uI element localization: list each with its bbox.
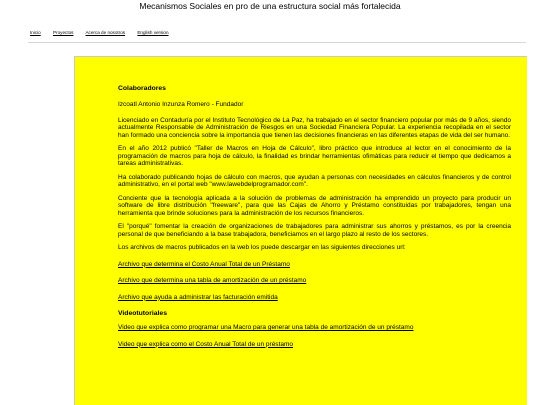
nav-link-proyectos[interactable]: Proyectos (53, 30, 74, 35)
book-paragraph: En el año 2012 publicó "Taller de Macros en Hoja de Cálculo", libro práctico que introduce al lector en el conocimiento de la programación de macros para hoja de cálculo, la finalidad es brindar herramientas ofimáticas para reducir el tiempo que dedicamos a tareas administrativas. (118, 145, 511, 167)
nav-link-inicio[interactable]: Inicio (30, 30, 41, 35)
file-link-amortizacion[interactable]: Archivo que determina una tabla de amortización de un préstamo (118, 277, 307, 284)
site-title: Mecanismos Sociales en pro de una estructura social más fortalecida (139, 1, 401, 11)
video-link-macro-amortizacion[interactable]: Video que explica como programar una Macro para generar una tabla de amortización de un préstamo (118, 324, 414, 331)
file-link-costo-anual[interactable]: Archivo que determina el Costo Anual Total de un Préstamo (118, 260, 290, 268)
nav-divider (28, 42, 526, 43)
section-heading-videotutoriales: Videotutoriales (118, 310, 167, 317)
project-paragraph: Conciente que la tecnología aplicada a la solución de problemas de administración ha emprendido un proyecto para producir un software de libre distribución "freeware", para que las Cajas de Ahorro y Préstamo constituidas por trabajadores, tengan una herramienta que brinde soluciones para la administración de los recursos financieros. (118, 194, 511, 217)
collaboration-paragraph: Ha colaborado publicando hojas de cálculo con macros, que ayudan a personas con necesidades en cálculos financieros y de control administrativo, en el portal web "www.lawebdelprogramador.com". (118, 173, 511, 188)
bio-paragraph: Licenciado en Contaduría por el Instituto Tecnológico de La Paz, ha trabajado en el sector financiero popular por más de 9 años, siendo actualmente Responsable de Administración de Riesgos en una Sociedad Financiera Popular. La experiencia recopilada en el sector han formado una conciencia sobre la importancia que tienen las decisiones financieras en las diferentes etapas de vida del ser humano. (118, 116, 511, 139)
video-link-costo-anual[interactable]: Video que explica como el Costo Anual Total de un préstamo (118, 340, 294, 348)
content-body (118, 85, 511, 357)
nav-link-english[interactable]: English version (137, 30, 169, 35)
downloads-intro: Los archivos de macros publicados en la web los puede descargar en las siguientes direcciones url: (118, 244, 406, 251)
nav-link-acerca[interactable]: Acerca de nosotros (85, 30, 126, 35)
purpose-paragraph: El "porqué" fomentar la creación de organizaciones de trabajadores para administrar sus ahorros y préstamos, es por la creencia personal de que beneficiando a la base trabajadora, beneficiamos en el largo plazo al resto de los sectores. (118, 223, 511, 238)
file-link-facturacion[interactable]: Archivo que ayuda a administrar las facturación emitida (118, 293, 278, 301)
top-nav (30, 30, 180, 36)
content-panel (74, 56, 527, 405)
founder-name: Izcoatl Antonio Inzunza Romero - Fundador (118, 101, 244, 108)
section-heading-colaboradores: Colaboradores (118, 85, 166, 92)
